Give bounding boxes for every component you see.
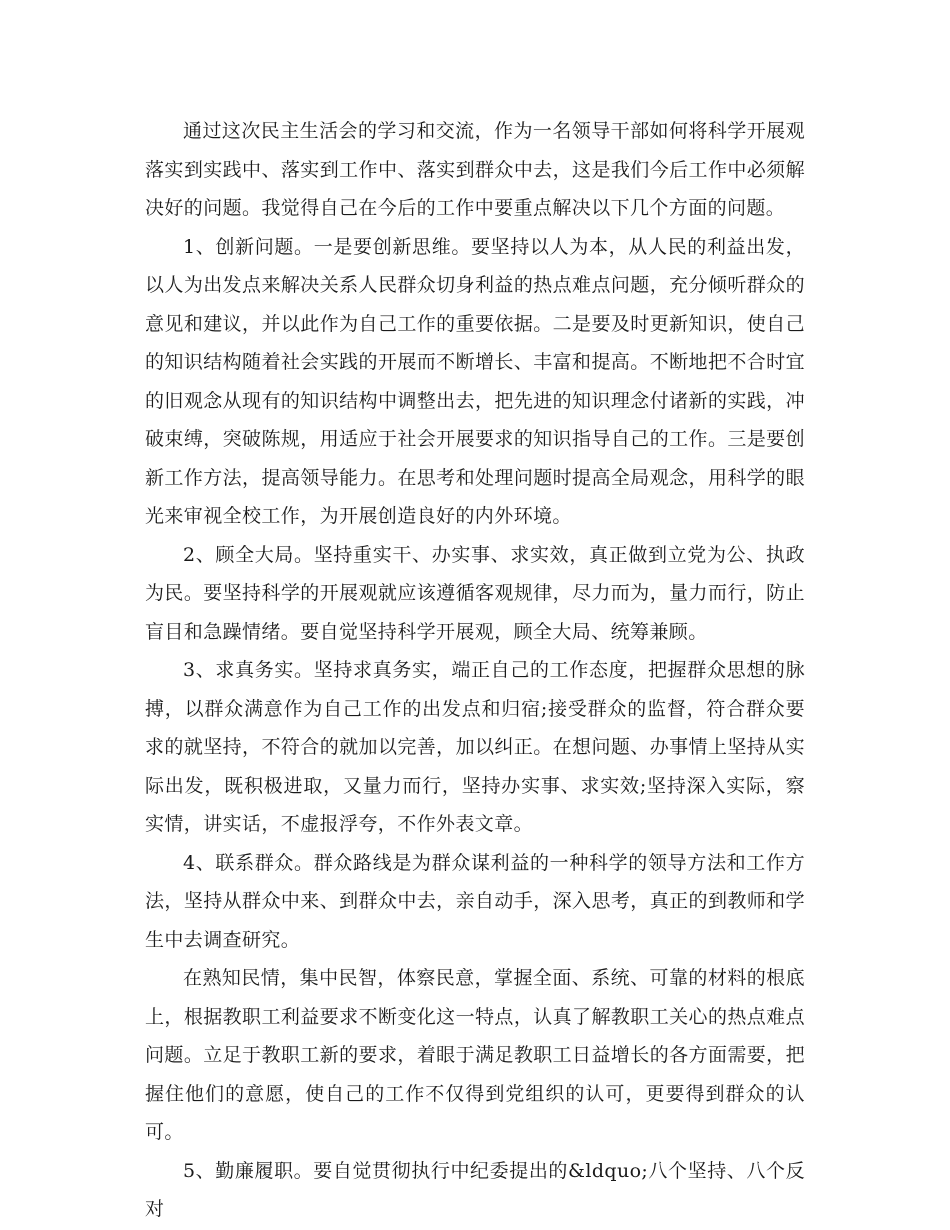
paragraph-overall-situation: 2、顾全大局。坚持重实干、办实事、求实效，真正做到立党为公、执政为民。要坚持科学的开展观就应该遵循客观规律，尽力而为，量力而行，防止盲目和急躁情绪。要自觉坚持科学开展观，顾全大局、统筹兼顾。 bbox=[145, 543, 805, 643]
paragraph-understand-people: 在熟知民情，集中民智，体察民意，掌握全面、系统、可靠的材料的根底上，根据教职工利益要求不断变化这一特点，认真了解教职工关心的热点难点问题。立足于教职工新的要求，着眼于满足教职工日益增长的各方面需要，把握住他们的意愿，使自己的工作不仅得到党组织的认可，更要得到群众的认可。 bbox=[145, 967, 805, 1143]
paragraph-intro: 通过这次民主生活会的学习和交流，作为一名领导干部如何将科学开展观落实到实践中、落实到工作中、落实到群众中去，这是我们今后工作中必须解决好的问题。我觉得自己在今后的工作中要重点解决以下几个方面的问题。 bbox=[145, 120, 805, 219]
paragraph-connect-masses: 4、联系群众。群众路线是为群众谋利益的一种科学的领导方法和工作方法，坚持从群众中来、到群众中去，亲自动手，深入思考，真正的到教师和学生中去调查研究。 bbox=[145, 851, 805, 951]
paragraph-diligence-integrity: 5、勤廉履职。要自觉贯彻执行中纪委提出的&ldquo;八个坚持、八个反对 bbox=[145, 1159, 805, 1220]
document-body bbox=[145, 112, 805, 1229]
paragraph-pragmatism: 3、求真务实。坚持求真务实，端正自己的工作态度，把握群众思想的脉搏，以群众满意作为自己工作的出发点和归宿;接受群众的监督，符合群众要求的就坚持，不符合的就加以完善，加以纠正。在想问题、办事情上坚持从实际出发，既积极进取，又量力而行，坚持办实事、求实效;坚持深入实际，察实情，讲实话，不虚报浮夸，不作外表文章。 bbox=[145, 659, 805, 835]
paragraph-innovation: 1、创新问题。一是要创新思维。要坚持以人为本，从人民的利益出发，以人为出发点来解决关系人民群众切身利益的热点难点问题，充分倾听群众的意见和建议，并以此作为自己工作的重要依据。二是要及时更新知识，使自己的知识结构随着社会实践的开展而不断增长、丰富和提高。不断地把不合时宜的旧观念从现有的知识结构中调整出去，把先进的知识理念付诸新的实践，冲破束缚，突破陈规，用适应于社会开展要求的知识指导自己的工作。三是要创新工作方法，提高领导能力。在思考和处理问题时提高全局观念，用科学的眼光来审视全校工作，为开展创造良好的内外环境。 bbox=[145, 235, 805, 527]
